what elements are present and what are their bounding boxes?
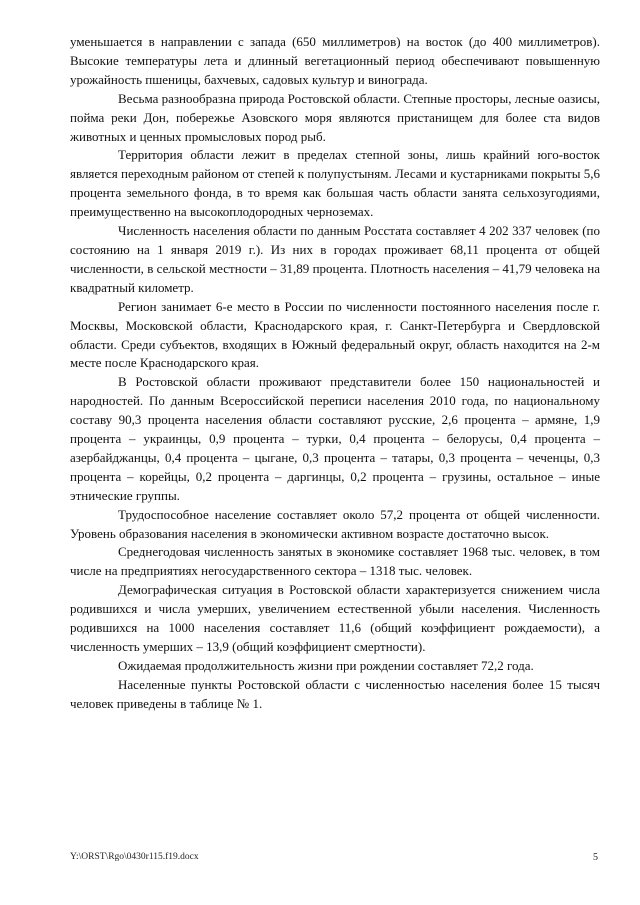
paragraph-settlements: Населенные пункты Ростовской области с численностью населения более 15 тысяч человек приведены в таблице № 1. [70, 676, 600, 711]
paragraph-nature: Весьма разнообразна природа Ростовской области. Степные просторы, лесные оазисы, пойма реки Дон, побережье Азовского моря являются пристанищем для более ста видов животных и ценных промысловых пород рыб. [70, 90, 600, 144]
paragraph-climate-continued: уменьшается в направлении с запада (650 миллиметров) на восток (до 400 миллиметров). Высокие температуры лета и длинный вегетационный период обеспечивают повышенную урожайность пшеницы, бахчевых, садовых культур и винограда. [70, 34, 600, 87]
paragraph-employment: Среднегодовая численность занятых в экономике составляет 1968 тыс. человек, в том числе на предприятиях негосударственного сектора – 1318 тыс. человек. [70, 544, 600, 579]
document-body [70, 33, 600, 714]
paragraph-territory: Территория области лежит в пределах степной зоны, лишь крайний юго-восток является переходным районом от степей к полупустыням. Лесами и кустарниками покрыты 5,6 процента земельного фонда, в то время как большая часть области занята сельхозугодиями, преимущественно на высокоплодородных черноземах. [70, 147, 600, 220]
paragraph-population: Численность населения области по данным Росстата составляет 4 202 337 человек (по состоянию на 1 января 2019 г.). Из них в городах проживает 68,11 процента от общей численности, в сельской местности – 31,89 процента. Плотность населения – 41,79 человека на квадратный километр. [70, 223, 600, 295]
page-number: 5 [593, 852, 598, 863]
paragraph-region-rank: Регион занимает 6-е место в России по численности постоянного населения после г. Москвы, Московской области, Краснодарского края, г. Санкт-Петербурга и Свердловской области. Среди субъектов, входящих в Южный федеральный округ, область находится на 2-м месте после Краснодарского края. [70, 298, 600, 371]
paragraph-nationalities: В Ростовской области проживают представители более 150 национальностей и народностей. По данным Всероссийской переписи населения 2010 года, по национальному составу 90,3 процента населения области составляют русские, 2,6 процента – армяне, 1,9 процента – украинцы, 0,9 процента – турки, 0,4 процента – белорусы, 0,4 процента – азербайджанцы, 0,4 процента – цыгане, 0,3 процента – татары, 0,3 процента – чеченцы, 0,3 процента – корейцы, 0,2 процента – даргинцы, 0,2 процента – грузины, остальное – иные этнические группы. [70, 374, 600, 503]
footer-file-path: Y:\ORST\Rgo\0430r115.f19.docx [70, 852, 199, 862]
paragraph-demography: Демографическая ситуация в Ростовской области характеризуется снижением числа родившихся и числа умерших, увеличением естественной убыли населения. Численность родившихся на 1000 населения составляет 11,6 (общий коэффициент рождаемости), а численность умерших – 13,9 (общий коэффициент смертности). [70, 582, 600, 654]
paragraph-workforce: Трудоспособное население составляет около 57,2 процента от общей численности. Уровень образования населения в экономически активном возрасте достаточно высок. [70, 506, 600, 541]
paragraph-life-expectancy: Ожидаемая продолжительность жизни при рождении составляет 72,2 года. [118, 657, 534, 673]
page-footer [70, 852, 598, 863]
